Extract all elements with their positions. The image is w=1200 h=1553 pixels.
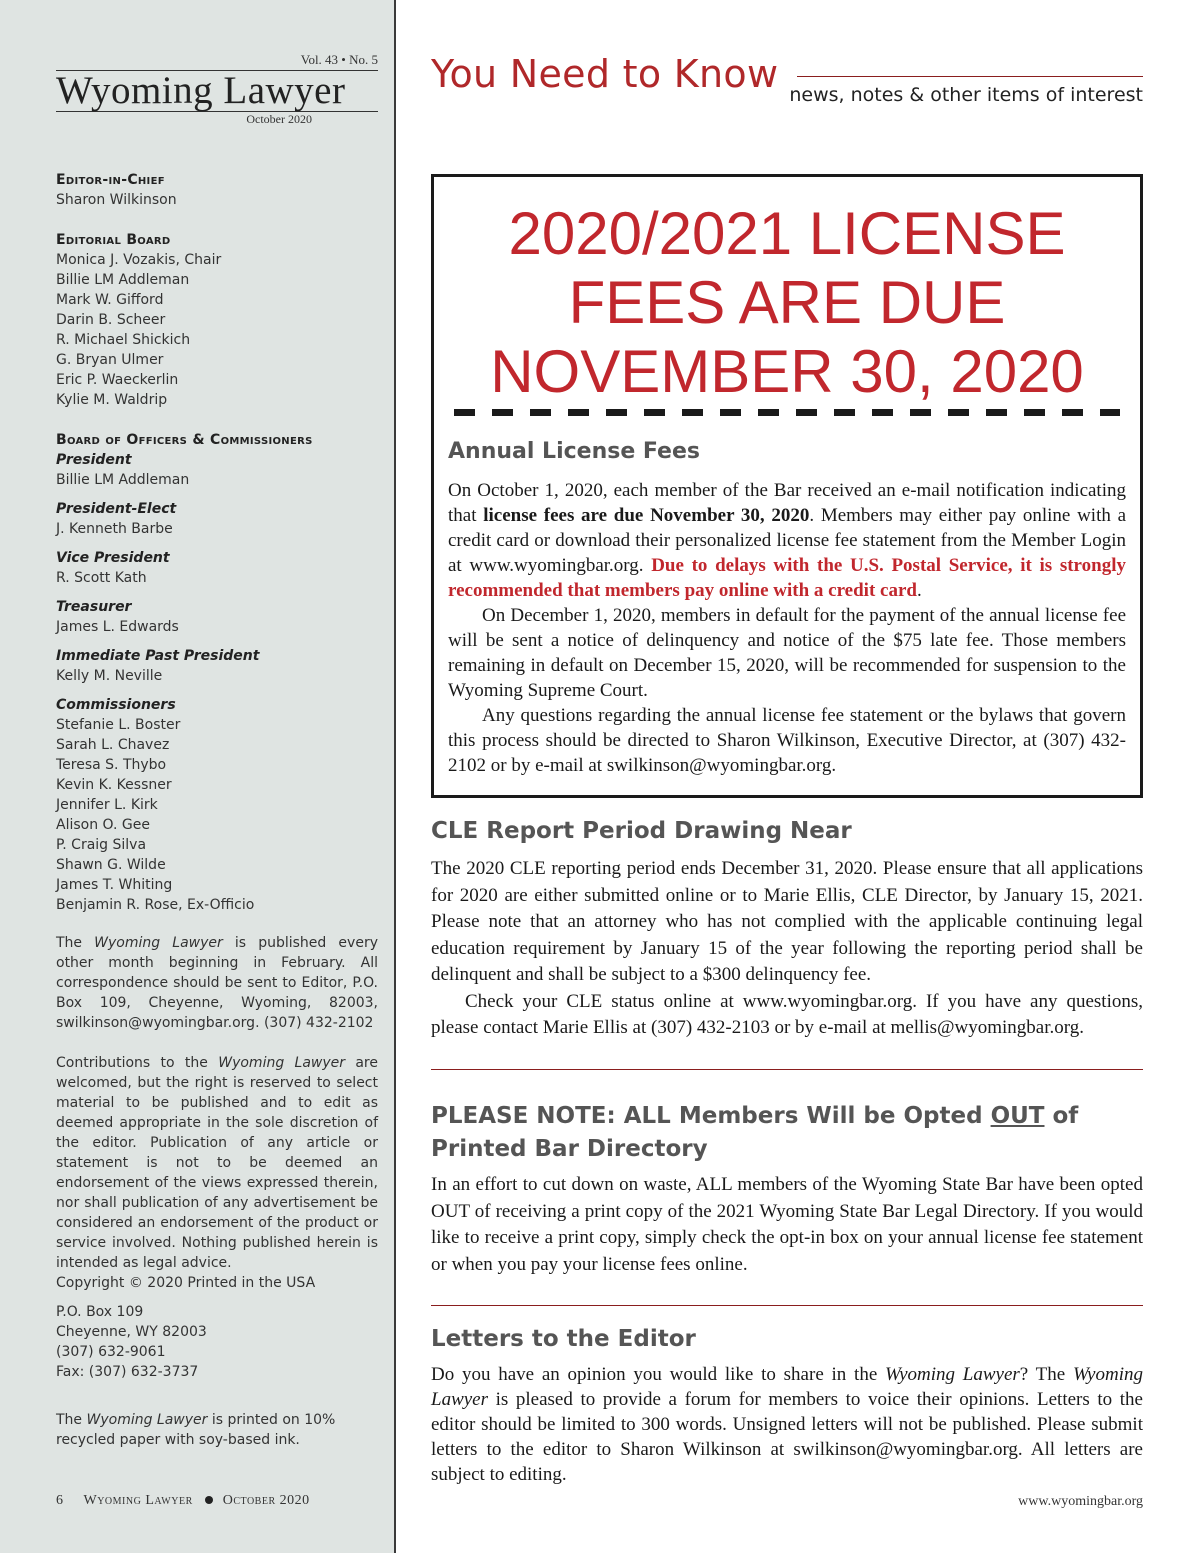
commissioner: Teresa S. Thybo: [56, 757, 167, 773]
out-emphasis: OUT: [990, 1103, 1045, 1129]
section-subtitle: news, notes & other items of interest: [789, 84, 1143, 106]
officer-name: Billie LM Addleman: [56, 472, 190, 488]
contributions-note: Contributions to the Wyoming Lawyer are welcomed, but the right is reserved to select material to be published and to edit as deemed appropriate in the sole discretion of the editor. Publication of any article or statement is not to be deemed an endorsement of the views expressed therein, nor shall publication of any advertisement be considered an endorsement of the product or service involved. Nothing published herein is intended as legal advice.: [56, 1055, 378, 1271]
commissioner: Sarah L. Chavez: [56, 737, 170, 753]
due-date-emphasis: license fees are due November 30, 2020: [483, 505, 810, 526]
commissioner: Shawn G. Wilde: [56, 857, 166, 873]
officer-role: President: [56, 452, 132, 468]
masthead: [56, 52, 378, 127]
headline-line: NOVEMBER 30, 2020: [490, 338, 1084, 405]
commissioners-heading: Commissioners: [56, 697, 176, 713]
paragraph: The 2020 CLE reporting period ends December 31, 2020. Please ensure that all applications for 2020 are either submitted online or to Marie Ellis, CLE Director, by January 15, 2021. Please note that an attorney who has not complied with the applicable continuing legal education requirement by January 15 of the year following the reporting period shall be delinquent and shall be subject to a $300 delinquency fee.: [431, 858, 1143, 985]
officer-entry: [56, 646, 386, 686]
section-divider: [431, 1069, 1143, 1070]
officers-heading: Board of Officers & Commissioners: [56, 432, 313, 448]
editor-group: [56, 170, 386, 210]
officer-entry: [56, 499, 386, 539]
officers: [56, 430, 386, 915]
bullet-icon: [205, 1496, 213, 1504]
letters-heading: Letters to the Editor: [431, 1326, 696, 1352]
section-title: You Need to Know: [431, 52, 779, 96]
fee-headline: [434, 199, 1140, 406]
editorial-board: [56, 230, 386, 410]
footer-left: [56, 1493, 310, 1509]
address-line: Cheyenne, WY 82003: [56, 1324, 207, 1340]
board-member: Monica J. Vozakis, Chair: [56, 252, 222, 268]
officer-role: Immediate Past President: [56, 648, 260, 664]
recycled-note: The Wyoming Lawyer is printed on 10% recycled paper with soy-based ink.: [56, 1412, 336, 1448]
paragraph: On October 1, 2020, each member of the Bar received an e-mail notification indicating that license fees are due November 30, 2020. Members may either pay online with a credit card or download their personalized license fee statement from the Member Login at www.wyomingbar.org. Due to delays with the U.S. Postal Service, it is strongly recommended that members pay online with a credit card.: [448, 480, 1126, 601]
staff-listing: [56, 170, 386, 924]
board-member: Mark W. Gifford: [56, 292, 164, 308]
page-number: 6: [56, 1493, 64, 1508]
board-member: R. Michael Shickich: [56, 332, 191, 348]
commissioner: Benjamin R. Rose, Ex-Officio: [56, 897, 255, 913]
paragraph: Do you have an opinion you would like to share in the Wyoming Lawyer? The Wyoming Lawyer is pleased to provide a forum for members to voice their opinions. Letters to the editor should be limited to 300 words. Unsigned letters will not be published. Please submit letters to the editor to Sharon Wilkinson at swilkinson@wyomingbar.org. All letters are subject to editing.: [431, 1364, 1143, 1485]
letters-body: [431, 1362, 1143, 1487]
directory-heading: PLEASE NOTE: ALL Members Will be Opted OUT of Printed Bar Directory: [431, 1103, 1079, 1162]
board-member: Eric P. Waeckerlin: [56, 372, 179, 388]
cle-section: [431, 815, 1143, 1042]
board-member: G. Bryan Ulmer: [56, 352, 164, 368]
annual-fees-body: [448, 478, 1126, 778]
officer-entry: [56, 548, 386, 588]
paragraph: On December 1, 2020, members in default for the payment of the annual license fee will be sent a notice of delinquency and notice of the $75 late fee. Those members remaining in default on December 15, 2020, will be recommended for suspension to the Wyoming Supreme Court.: [448, 605, 1126, 701]
headline-line: FEES ARE DUE: [568, 269, 1006, 336]
page-header: [431, 52, 1143, 106]
section-divider: [431, 1305, 1143, 1306]
phone: (307) 632-9061: [56, 1344, 166, 1360]
officer-role: Treasurer: [56, 599, 132, 615]
commissioner: Alison O. Gee: [56, 817, 150, 833]
commissioner: P. Craig Silva: [56, 837, 147, 853]
address-line: P.O. Box 109: [56, 1304, 144, 1320]
publication-note: The Wyoming Lawyer is published every other month beginning in February. All correspondence should be sent to Editor, P.O. Box 109, Cheyenne, Wyoming, 82003, swilkinson@wyomingbar.org. (307) 432-2102: [56, 935, 378, 1031]
commissioners: [56, 695, 386, 915]
annual-fees-heading: Annual License Fees: [448, 439, 700, 464]
commissioner: Stefanie L. Boster: [56, 717, 181, 733]
board-member: Billie LM Addleman: [56, 272, 190, 288]
mailing-address: [56, 1302, 378, 1382]
directory-body: [431, 1172, 1143, 1278]
commissioner: Jennifer L. Kirk: [56, 797, 158, 813]
commissioner: Kevin K. Kessner: [56, 777, 172, 793]
editor-name: Sharon Wilkinson: [56, 192, 177, 208]
paragraph: In an effort to cut down on waste, ALL members of the Wyoming State Bar have been opted OUT of receiving a print copy of the 2021 Wyoming State Bar Legal Directory. If you would like to receive a print copy, simply check the opt-in box on your annual license fee statement or when you pay your license fees online.: [431, 1174, 1143, 1275]
header-rule: [797, 76, 1143, 77]
paragraph: Any questions regarding the annual license fee statement or the bylaws that govern this process should be directed to Sharon Wilkinson, Executive Director, at (307) 432-2102 or by e-mail at swilkinson@wyomingbar.org.: [448, 705, 1126, 776]
publication-name: Wyoming Lawyer: [94, 935, 223, 951]
paragraph: Check your CLE status online at www.wyomingbar.org. If you have any questions, please contact Marie Ellis at (307) 432-2103 or by e-mail at mellis@wyomingbar.org.: [431, 990, 1143, 1038]
issue-date: October 2020: [246, 112, 312, 126]
volume-issue: Vol. 43 • No. 5: [300, 52, 378, 67]
publication-title: Wyoming Lawyer: [56, 69, 346, 112]
postal-warning: Due to delays with the U.S. Postal Service, it is strongly recommended that members pay online with a credit card: [448, 555, 1126, 601]
publication-name: Wyoming Lawyer: [218, 1055, 346, 1071]
commissioner: James T. Whiting: [56, 877, 173, 893]
footer-issue: October 2020: [222, 1493, 310, 1508]
officer-role: President-Elect: [56, 501, 177, 517]
officer-name: James L. Edwards: [56, 619, 179, 635]
officer-name: J. Kenneth Barbe: [56, 521, 173, 537]
officer-name: Kelly M. Neville: [56, 668, 163, 684]
directory-section: [431, 1100, 1143, 1278]
footer-url: www.wyomingbar.org: [1018, 1494, 1143, 1509]
headline-line: 2020/2021 LICENSE: [508, 200, 1066, 267]
officer-entry: [56, 597, 386, 637]
officer-name: R. Scott Kath: [56, 570, 147, 586]
officer-role: Vice President: [56, 550, 170, 566]
board-heading: Editorial Board: [56, 232, 171, 248]
editor-heading: Editor-in-Chief: [56, 172, 165, 188]
board-member: Kylie M. Waldrip: [56, 392, 168, 408]
publication-name: Wyoming Lawyer: [86, 1412, 208, 1428]
letters-section: [431, 1323, 1143, 1487]
sidebar: [0, 0, 396, 1553]
cle-body: [431, 856, 1143, 1042]
dashed-divider: [454, 409, 1120, 416]
footer-publication: Wyoming Lawyer: [83, 1493, 193, 1508]
copyright: Copyright © 2020 Printed in the USA: [56, 1275, 316, 1291]
officer-entry: [56, 450, 386, 490]
fax: Fax: (307) 632-3737: [56, 1364, 199, 1380]
license-fee-box: [431, 174, 1143, 798]
cle-heading: CLE Report Period Drawing Near: [431, 818, 852, 844]
board-member: Darin B. Scheer: [56, 312, 166, 328]
